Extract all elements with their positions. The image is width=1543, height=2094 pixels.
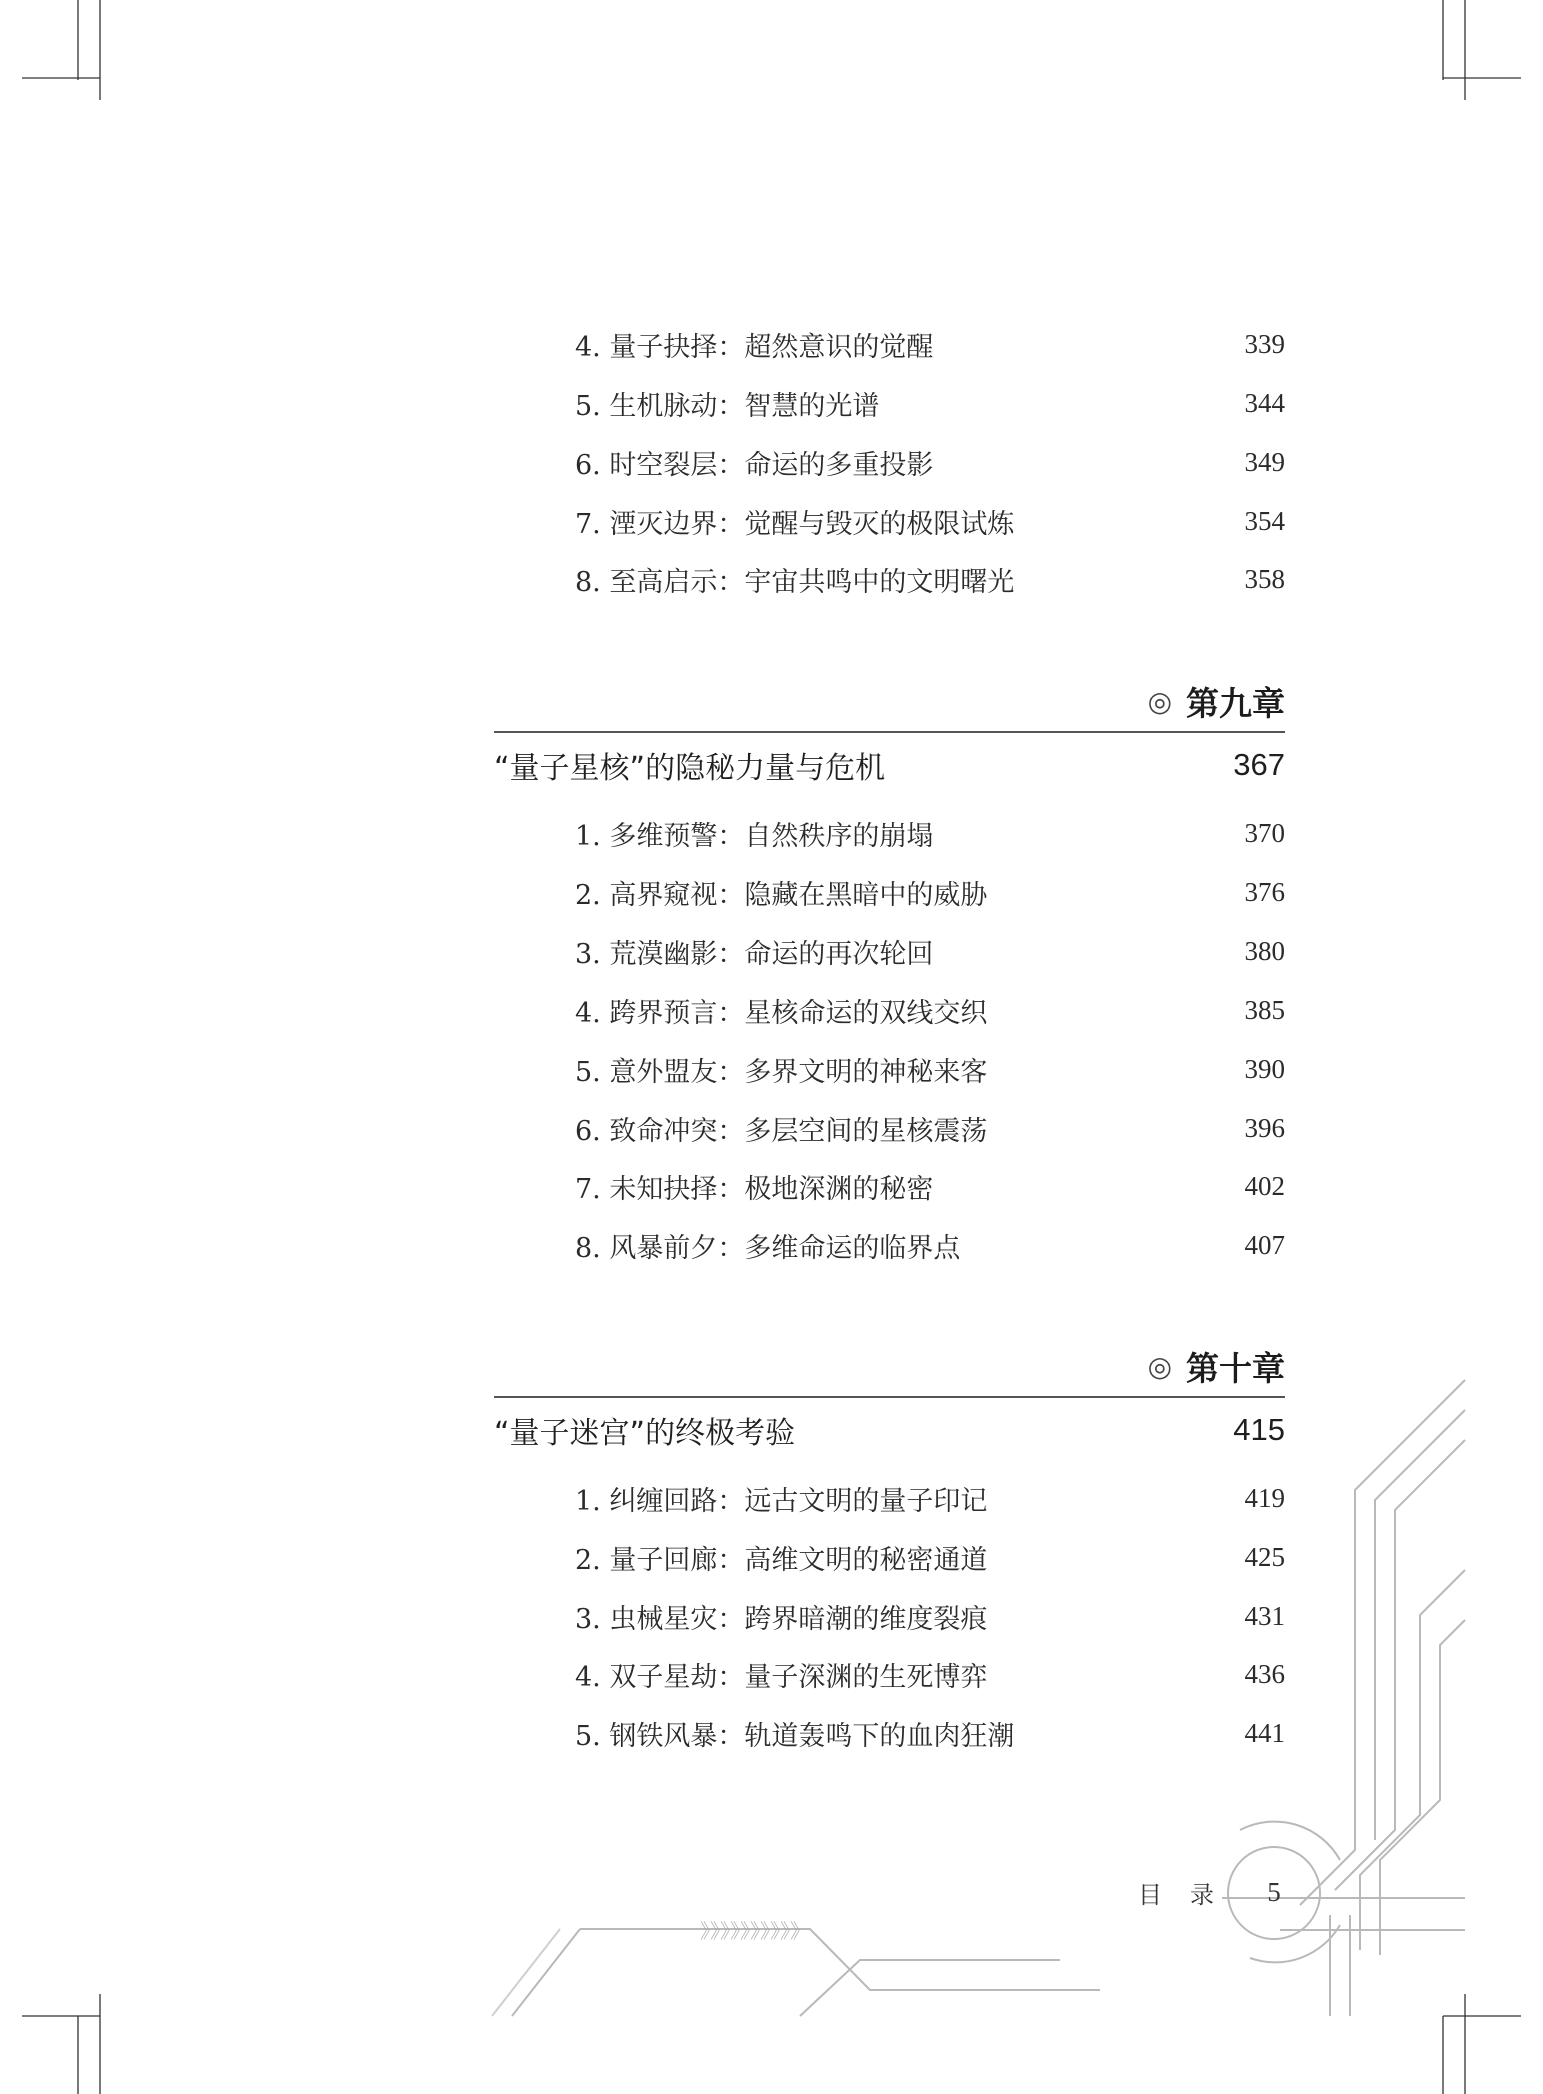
chapter-number: 第九章	[1186, 683, 1285, 723]
chapter-title-row[interactable]	[494, 1405, 1285, 1455]
toc-entry[interactable]	[575, 322, 1285, 366]
entry-page: 407	[1244, 1229, 1285, 1260]
footer-section-label	[1138, 1872, 1214, 1912]
entry-title: 4. 量子抉择：超然意识的觉醒	[575, 331, 934, 363]
footer-char: 目	[1138, 1880, 1162, 1909]
entry-page: 431	[1244, 1600, 1285, 1631]
entry-title: 4. 跨界预言：星核命运的双线交织	[575, 997, 988, 1029]
toc-entry[interactable]	[575, 499, 1285, 543]
entry-page: 370	[1244, 817, 1285, 848]
page-number: 5	[1267, 1876, 1281, 1907]
toc-entry[interactable]	[575, 1535, 1285, 1579]
entry-title: 5. 意外盟友：多界文明的神秘来客	[575, 1056, 988, 1088]
entry-title: 5. 钢铁风暴：轨道轰鸣下的血肉狂潮	[575, 1720, 1015, 1752]
entry-title: 1. 多维预警：自然秩序的崩塌	[575, 820, 934, 852]
entry-page: 385	[1244, 994, 1285, 1025]
toc-entry[interactable]	[575, 870, 1285, 914]
entry-title: 7. 湮灭边界：觉醒与毁灭的极限试炼	[575, 508, 1015, 540]
footer-char: 录	[1190, 1880, 1214, 1909]
entry-title: 8. 至高启示：宇宙共鸣中的文明曙光	[575, 566, 1015, 598]
toc-entry[interactable]	[575, 1164, 1285, 1208]
entry-title: 2. 量子回廊：高维文明的秘密通道	[575, 1544, 988, 1576]
entry-title: 4. 双子星劫：量子深渊的生死博弈	[575, 1661, 988, 1693]
chapter-divider	[494, 731, 1285, 733]
entry-title: 2. 高界窥视：隐藏在黑暗中的威胁	[575, 879, 988, 911]
toc-entry[interactable]	[575, 811, 1285, 855]
entry-title: 6. 致命冲突：多层空间的星核震荡	[575, 1115, 988, 1147]
toc-entry[interactable]	[575, 440, 1285, 484]
toc-entry[interactable]	[575, 1047, 1285, 1091]
chapter-title: “量子星核”的隐秘力量与危机	[494, 751, 886, 786]
toc-entry[interactable]	[575, 1476, 1285, 1520]
toc-entry[interactable]	[575, 1594, 1285, 1638]
entry-page: 358	[1244, 563, 1285, 594]
entry-page: 396	[1244, 1112, 1285, 1143]
entry-page: 390	[1244, 1053, 1285, 1084]
arrow-chevrons: 》》》》》》》》》》	[700, 1919, 810, 1943]
toc-entry[interactable]	[575, 1223, 1285, 1267]
entry-title: 7. 未知抉择：极地深渊的秘密	[575, 1173, 934, 1205]
entry-page: 380	[1244, 935, 1285, 966]
chapter-page: 367	[1233, 747, 1285, 782]
chapter-mark-icon: ◎	[1147, 1349, 1172, 1383]
entry-page: 344	[1244, 387, 1285, 418]
entry-page: 436	[1244, 1658, 1285, 1689]
chapter-title-row[interactable]	[494, 740, 1285, 790]
chapter-divider	[494, 1396, 1285, 1398]
chapter-heading	[1130, 676, 1285, 726]
toc-entry[interactable]	[575, 929, 1285, 973]
entry-title: 3. 荒漠幽影：命运的再次轮回	[575, 938, 934, 970]
entry-page: 441	[1244, 1717, 1285, 1748]
entry-page: 376	[1244, 876, 1285, 907]
entry-title: 3. 虫械星灾：跨界暗潮的维度裂痕	[575, 1603, 988, 1635]
chapter-title: “量子迷宫”的终极考验	[494, 1416, 796, 1451]
entry-page: 402	[1244, 1170, 1285, 1201]
chapter-heading	[1130, 1341, 1285, 1391]
entry-page: 339	[1244, 328, 1285, 359]
toc-entry[interactable]	[575, 988, 1285, 1032]
entry-title: 6. 时空裂层：命运的多重投影	[575, 449, 934, 481]
entry-title: 1. 纠缠回路：远古文明的量子印记	[575, 1485, 988, 1517]
entry-page: 419	[1244, 1482, 1285, 1513]
entry-page: 425	[1244, 1541, 1285, 1572]
entry-title: 5. 生机脉动：智慧的光谱	[575, 390, 880, 422]
toc-entry[interactable]	[575, 1106, 1285, 1150]
toc-entry[interactable]	[575, 1711, 1285, 1755]
chapter-page: 415	[1233, 1412, 1285, 1447]
entry-page: 349	[1244, 446, 1285, 477]
chapter-number: 第十章	[1186, 1348, 1285, 1388]
toc-entry[interactable]	[575, 557, 1285, 601]
entry-page: 354	[1244, 505, 1285, 536]
toc-entry[interactable]	[575, 381, 1285, 425]
toc-entry[interactable]	[575, 1652, 1285, 1696]
entry-title: 8. 风暴前夕：多维命运的临界点	[575, 1232, 961, 1264]
chapter-mark-icon: ◎	[1147, 684, 1172, 718]
